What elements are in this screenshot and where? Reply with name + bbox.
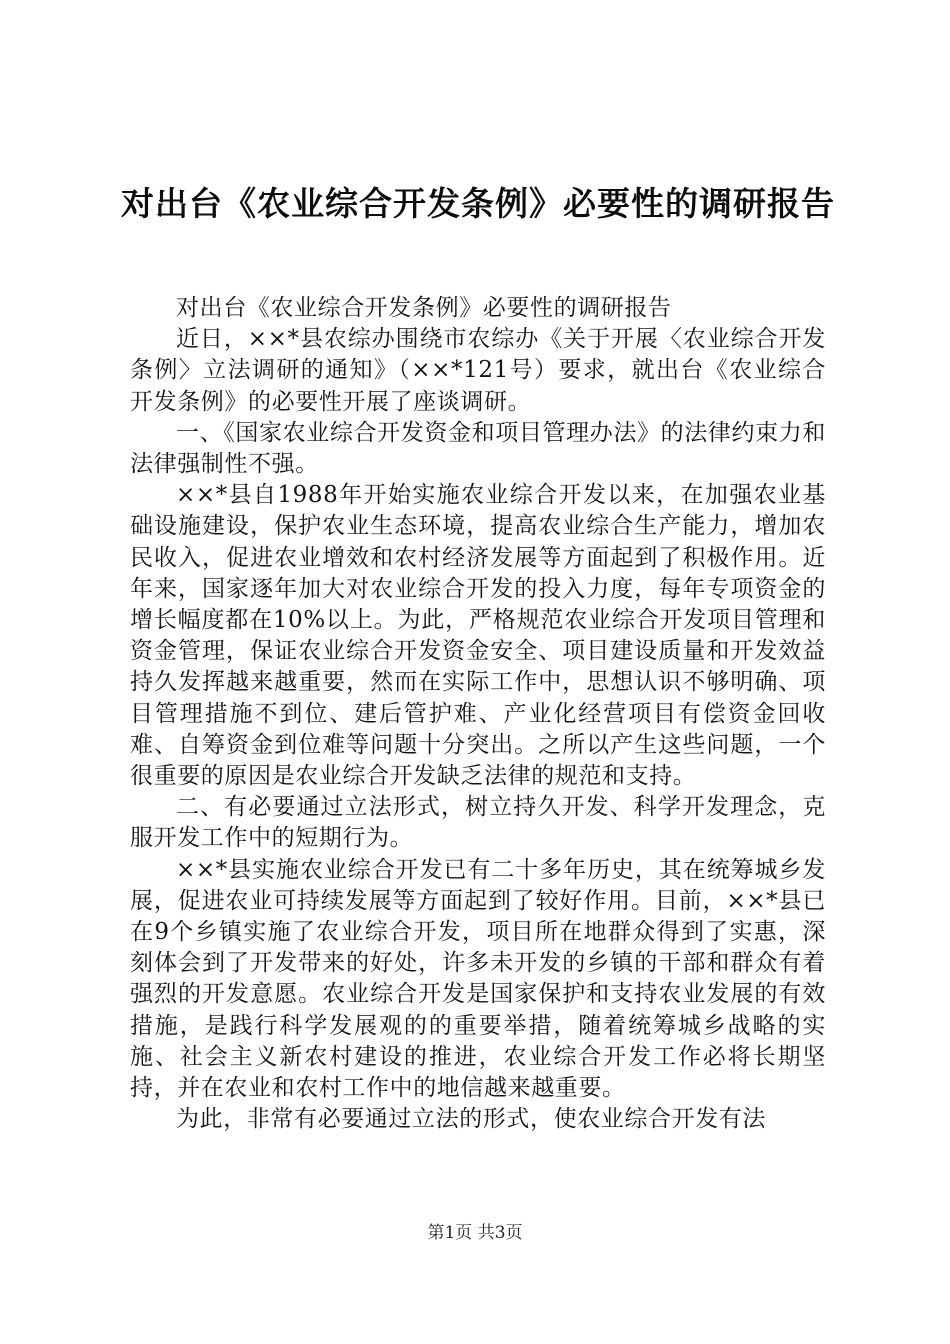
document-body — [130, 293, 826, 1135]
paragraph-continuation: 为此，非常有必要通过立法的形式，使农业综合开发有法 — [176, 1106, 766, 1133]
paragraph-heading-2: 二、有必要通过立法形式，树立持久开发、科学开发理念，克服开发工作中的短期行为。 — [130, 794, 826, 852]
paragraph-section-2: ××*县实施农业综合开发已有二十多年历史，其在统筹城乡发展，促进农业可持续发展等方面起到了较好作用。目前，××*县已在9个乡镇实施了农业综合开发，项目所在地群众得到了实惠，深刻体会到了开发带来的好处，许多未开发的乡镇的干部和群众有着强烈的开发意愿。农业综合开发是国家保护和支持农业发展的有效措施，是践行科学发展观的的重要举措，随着统筹城乡战略的实施、社会主义新农村建设的推进，农业综合开发工作必将长期坚持，并在农业和农村工作中的地信越来越重要。 — [130, 856, 826, 1102]
paragraph-heading-1: 一、《国家农业综合开发资金和项目管理办法》的法律约束力和法律强制性不强。 — [130, 419, 826, 478]
document-title: 对出台《农业综合开发条例》必要性的调研报告 — [121, 184, 835, 223]
paragraph-section-1: ××*县自1988年开始实施农业综合开发以来，在加强农业基础设施建设，保护农业生态环境，提高农业综合生产能力，增加农民收入，促进农业增效和农村经济发展等方面起到了积极作用。近年来，国家逐年加大对农业综合开发的投入力度，每年专项资金的增长幅度都在10%以上。为此，严格规范农业综合开发项目管理和资金管理，保证农业综合开发资金安全、项目建设质量和开发效益持久发挥越来越重要，然而在实际工作中，思想认识不够明确、项目管理措施不到位、建后管护难、产业化经营项目有偿资金回收难、自筹资金到位难等问题十分突出。之所以产生这些问题，一个很重要的原因是农业综合开发缺乏法律的规范和支持。 — [130, 482, 826, 790]
page-number-footer: 第1页 共3页 — [427, 1223, 523, 1243]
paragraph-subtitle: 对出台《农业综合开发条例》必要性的调研报告 — [176, 295, 672, 321]
paragraph-intro: 近日，××*县农综办围绕市农综办《关于开展〈农业综合开发条例〉立法调研的通知》（××*121号）要求，就出台《农业综合开发条例》的必要性开展了座谈调研。 — [130, 326, 826, 415]
